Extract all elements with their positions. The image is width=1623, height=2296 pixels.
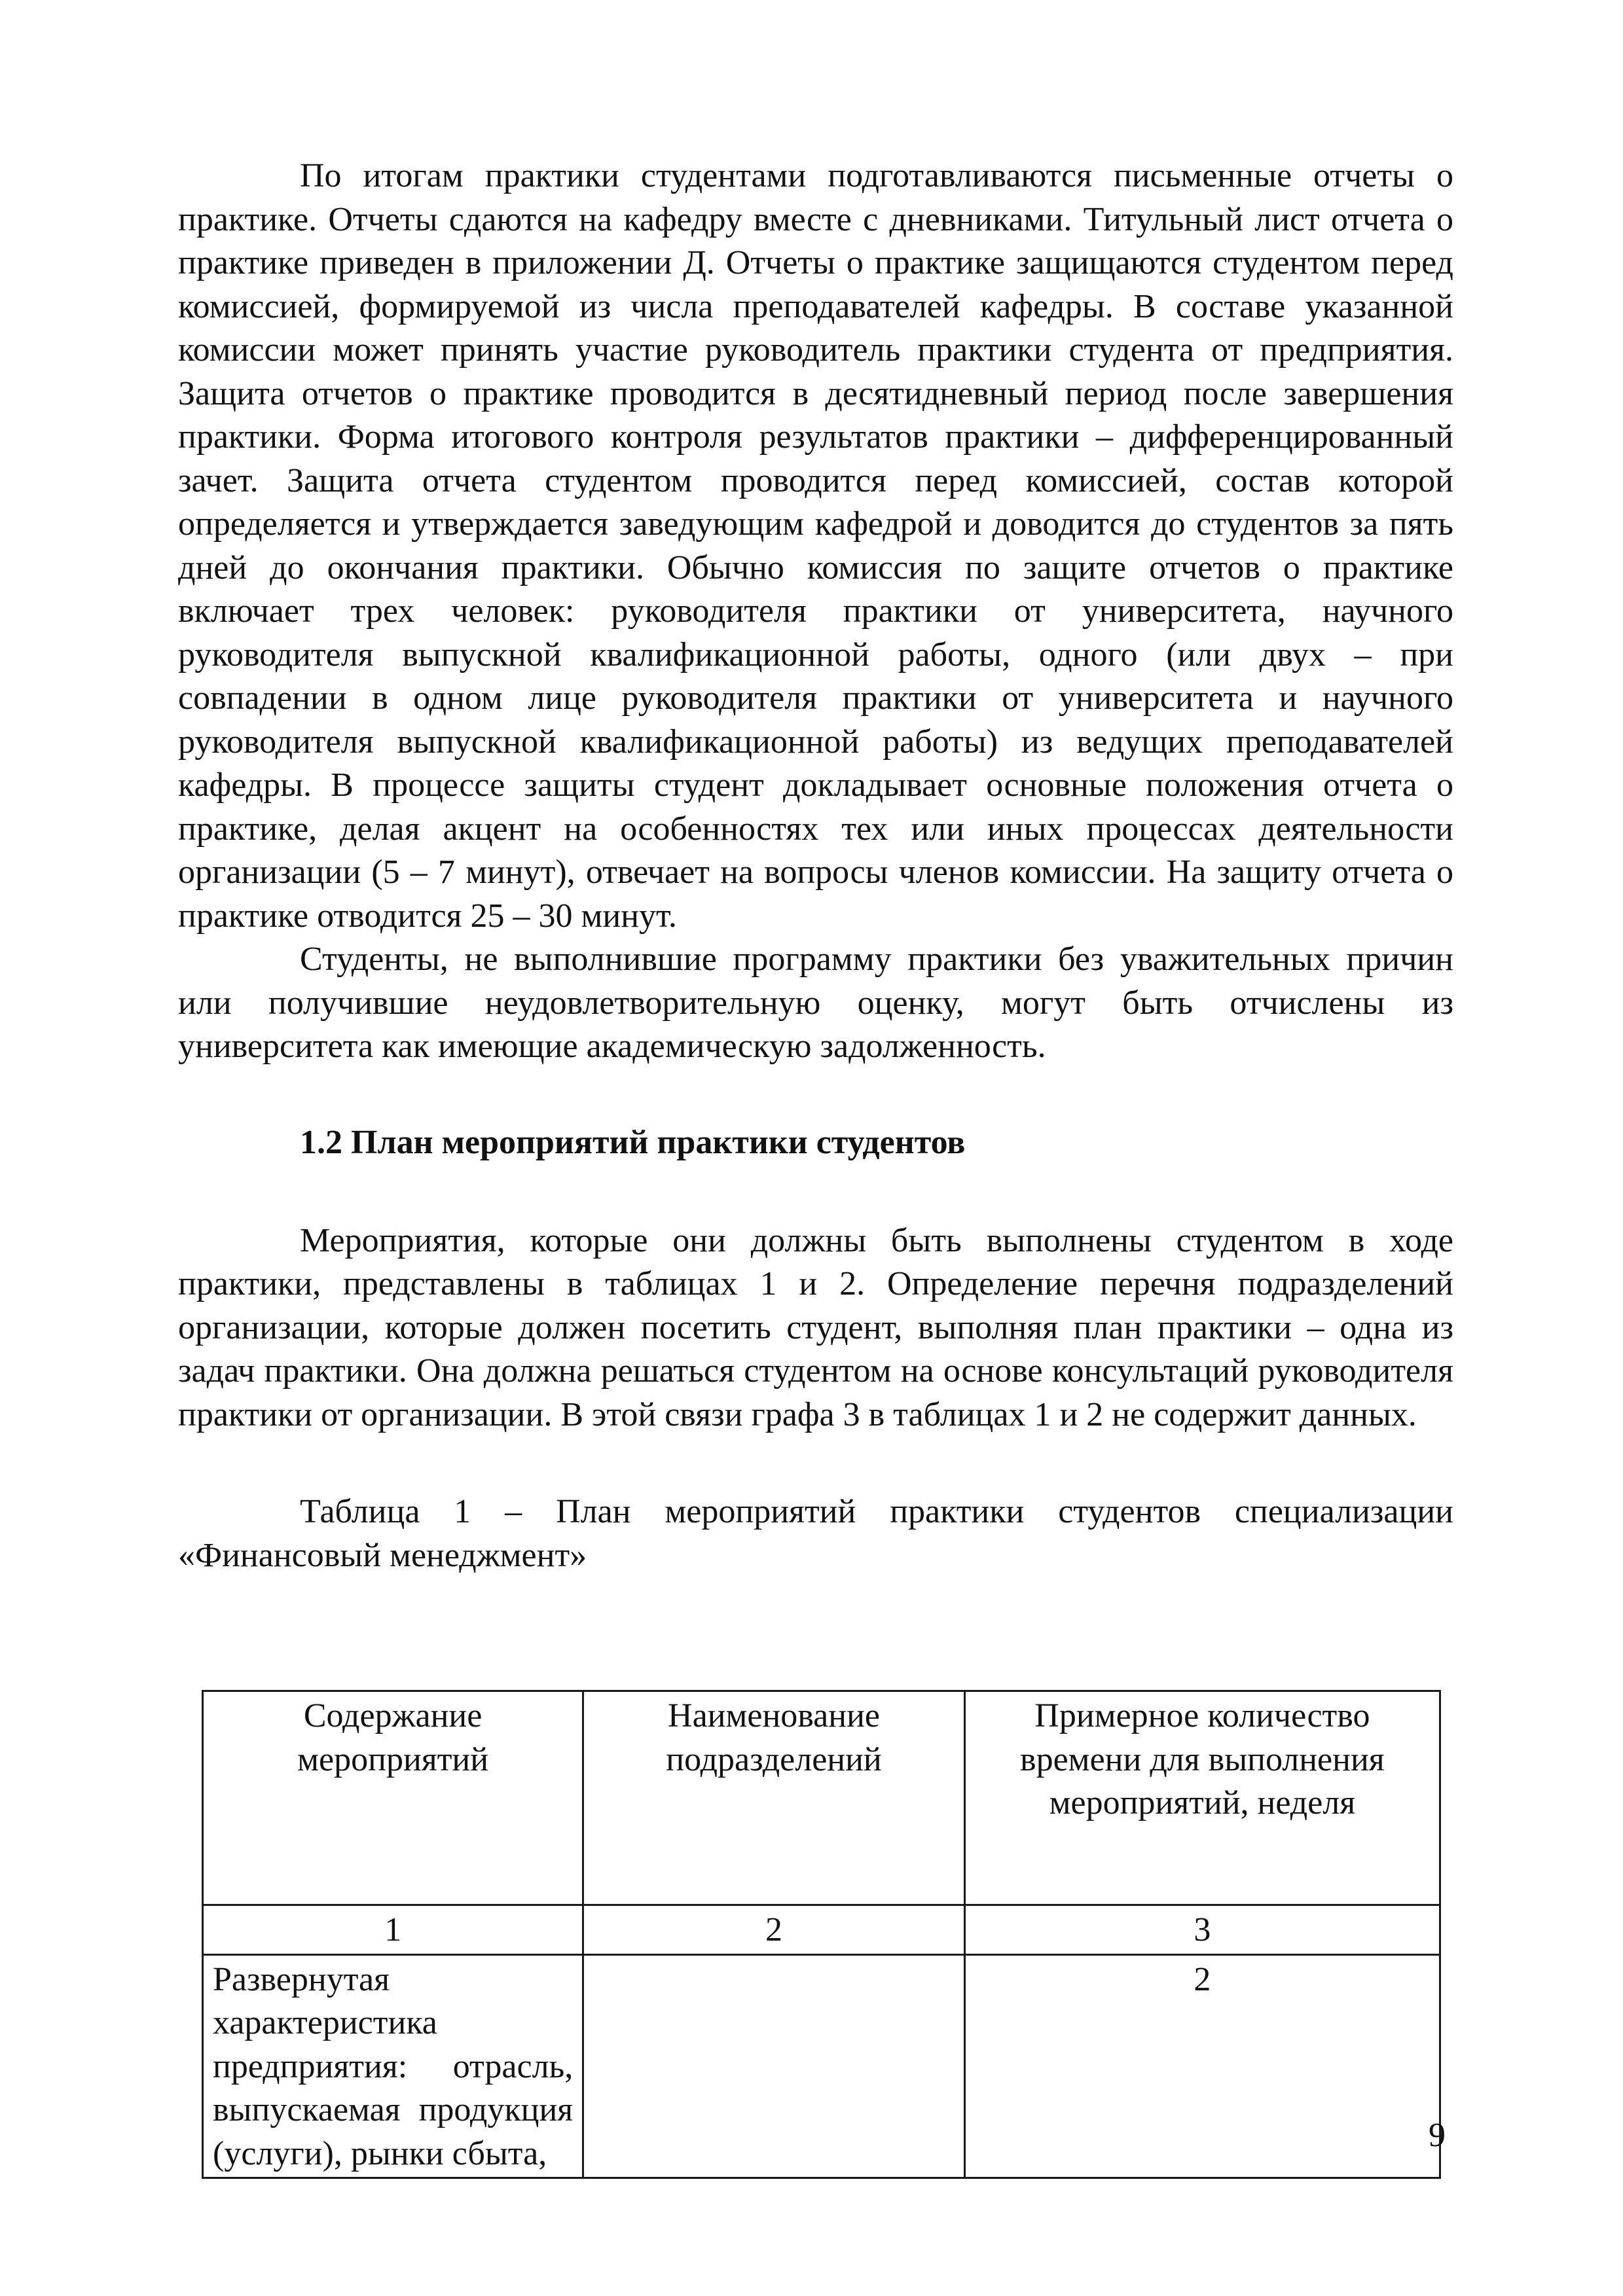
column-number-3: 3: [964, 1905, 1440, 1955]
column-number-1: 1: [203, 1905, 583, 1955]
paragraph-expulsion: Студенты, не выполнившие программу практики без уважительных причин или получившие неудовлетворительную оценку, могут быть отчислены из университета как имеющие академическую задолженность.: [178, 941, 1453, 1065]
page-number: 9: [1429, 2117, 1446, 2154]
header-department-name: Наименование подразделений: [583, 1691, 965, 1905]
header-activity-content: Содержание мероприятий: [203, 1691, 583, 1905]
table-cell-department: [583, 1954, 965, 2178]
document-page: [178, 154, 1453, 1577]
column-number-2: 2: [583, 1905, 965, 1955]
table-row: [203, 1954, 1440, 2178]
table-cell-activity: Развернутая характеристика предприятия: отрасль, выпускаемая продукция (услуги), рынки сбыта,: [203, 1954, 583, 2178]
paragraph-activities: Мероприятия, которые они должны быть выполнены студентом в ходе практики, представлены в таблицах 1 и 2. Определение перечня подразделений организации, которые должен посетить студент, выполняя план практики – одна из задач практики. Она должна решаться студентом на основе консультаций руководителя практики от организации. В этой связи графа 3 в таблицах 1 и 2 не содержит данных.: [178, 1221, 1453, 1433]
paragraph-report-defense: По итогам практики студентами подготавливаются письменные отчеты о практике. Отчеты сдаются на кафедру вместе с дневниками. Титульный лист отчета о практике приведен в приложении Д. Отчеты о практике защищаются студентом перед комиссией, формируемой из числа преподавателей кафедры. В составе указанной комиссии может принять участие руководитель практики студента от предприятия. Защита отчетов о практике проводится в десятидневный период после завершения практики. Форма итогового контроля результатов практики – дифференцированный зачет. Защита отчета студентом проводится перед комиссией, состав которой определяется и утверждается заведующим кафедрой и доводится до студентов за пять дней до окончания практики. Обычно комиссия по защите отчетов о практике включает трех человек: руководителя практики от университета, научного руководителя выпускной квалификационной работы, одного (или двух – при совпадении в одном лице руководителя практики от университета и научного руководителя выпускной квалификационной работы) из ведущих преподавателей кафедры. В процессе защиты студент докладывает основные положения отчета о практике, делая акцент на особенностях тех или иных процессах деятельности организации (5 – 7 минут), отвечает на вопросы членов комиссии. На защиту отчета о практике отводится 25 – 30 минут.: [178, 157, 1453, 935]
table-header-row: [203, 1691, 1440, 1905]
header-time-estimate: Примерное количество времени для выполнения мероприятий, неделя: [964, 1691, 1440, 1905]
activities-table: [202, 1690, 1441, 2179]
section-heading: 1.2 План мероприятий практики студентов: [300, 1123, 966, 1161]
table-caption: Таблица 1 – План мероприятий практики студентов специализации «Финансовый менеджмент»: [178, 1493, 1453, 1574]
table-cell-weeks: 2: [964, 1954, 1440, 2178]
table-column-numbers-row: [203, 1905, 1440, 1955]
